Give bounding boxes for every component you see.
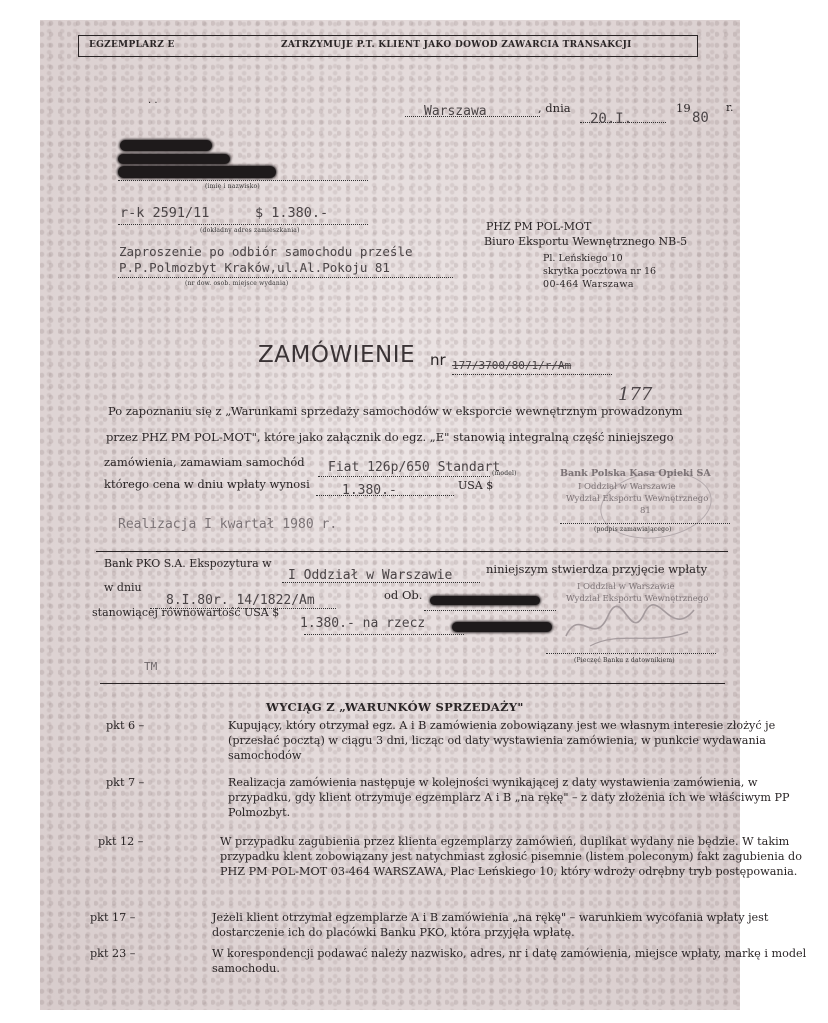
- condition-item: [106, 718, 776, 782]
- recipient-line-3: Pl. Leńskiego 10: [543, 253, 623, 264]
- condition-item: [98, 834, 802, 914]
- condition-text: Jeżeli klient otrzymał egzemplarze A i B zamówienia „na rękę" – warunkiem wycofania wpłaty jest dostarczenie ich do placówki Banku PKO, która przyjęła wpłatę.: [212, 911, 769, 940]
- order-title: ZAMÓWIENIE: [258, 342, 416, 368]
- bank-branch-value: I Oddział w Warszawie: [288, 568, 453, 583]
- condition-label: pkt 17 –: [90, 911, 136, 924]
- document-line-1: Zaproszenie po odbiór samochodu prześle: [119, 244, 413, 259]
- stamp-bottom-line-2: Wydział Eksportu Wewnętrznego: [566, 594, 709, 604]
- bank-equiv-label: stanowiącej równowartość USA $: [92, 606, 280, 619]
- order-nr-value: 177/3700/80/1/r/Am: [452, 359, 572, 372]
- recipient-line-5: 00-464 Warszawa: [543, 279, 634, 290]
- document-caption: (nr dow. osob. miejsce wydania): [185, 280, 289, 287]
- bank-initials: TM: [144, 660, 158, 673]
- date-value: 20.I.: [590, 111, 633, 127]
- order-nr-label: nr: [430, 351, 446, 369]
- retained-note: ZATRZYMUJE P.T. KLIENT JAKO DOWOD ZAWARCIA TRANSAKCJI: [281, 40, 632, 50]
- condition-text: W korespondencji podawać należy nazwisko, adres, nr i datę zamówienia, miejsce wpłaty, markę i model samochodu.: [212, 947, 807, 976]
- stamp-bottom-line-1: I Oddział w Warszawie: [577, 582, 675, 592]
- redacted-payer: [430, 596, 540, 605]
- condition-label: pkt 7 –: [106, 776, 145, 789]
- header-box: [78, 35, 698, 57]
- condition-label: pkt 6 –: [106, 719, 145, 732]
- signature-caption: (podpis zamawiającego): [594, 526, 672, 533]
- intro-line-3: zamówienia, zamawiam samochód: [104, 455, 305, 469]
- from-underline: [424, 610, 556, 611]
- order-nr-underline: [452, 374, 612, 375]
- condition-text: Kupujący, który otrzymał egz. A i B zamówienia zobowiązany jest we własnym interesie złożyć je (przesłać pocztą) w ciągu 3 dni, licząc od daty wystawienia zamówienia, w punkcie wydawania samochodów: [228, 719, 776, 763]
- recipient-line-4: skrytka pocztowa nr 16: [543, 266, 657, 277]
- conditions-title: WYCIĄG Z „WARUNKÓW SPRZEDAŻY": [266, 700, 524, 714]
- divider-2: [100, 683, 725, 684]
- name-caption: (imię i nazwisko): [205, 183, 260, 190]
- condition-item: [106, 775, 790, 835]
- condition-text: Realizacja zamówienia następuje w kolejności wynikającej z daty wystawienia zamówienia, w przypadku, gdy klient otrzymuje egzemplarz A i B „na rękę" – z daty złożenia ich we właściwym PP Polmozbyt.: [228, 776, 790, 820]
- stamp-top-line-2: I Oddział w Warszawie: [578, 482, 676, 492]
- bank-from-label: od Ob.: [384, 588, 423, 602]
- date-marks: · ·: [148, 98, 158, 109]
- model-underline: [318, 476, 490, 477]
- bank-branch-label: Bank PKO S.A. Ekspozytura w: [104, 557, 272, 570]
- signature-underline: [560, 523, 730, 524]
- bank-confirm: niniejszym stwierdza przyjęcie wpłaty: [486, 562, 708, 576]
- document-underline: [118, 277, 453, 278]
- year-suffix: 80: [692, 110, 709, 126]
- name-underline: [118, 180, 368, 181]
- redacted-name-1: [120, 140, 212, 151]
- account-number: r-k 2591/11: [120, 205, 210, 221]
- bank-equiv-value: 1.380.- na rzecz: [300, 616, 426, 631]
- bank-day-value: 8.I.80r. 14/1822/Am: [166, 593, 315, 608]
- intro-line-2: przez PHZ PM POL-MOT", które jako załącznik do egz. „E" stanowią integralną część niniejszego: [106, 430, 674, 444]
- year-prefix: 19: [676, 101, 691, 115]
- condition-label: pkt 23 –: [90, 947, 136, 960]
- redacted-recipient: [452, 622, 552, 632]
- redacted-name-2: [118, 154, 230, 164]
- condition-item: [90, 910, 769, 946]
- address-caption: (dokładny adres zamieszkania): [200, 227, 300, 234]
- date-place: Warszawa: [424, 104, 487, 119]
- price-currency: USA $: [458, 479, 494, 492]
- handwritten-order-nr: 177: [618, 384, 653, 405]
- price-value: 1.380.-: [342, 483, 397, 498]
- recipient-line-1: PHZ PM POL-MOT: [486, 220, 592, 233]
- account-amount: $ 1.380.-: [255, 205, 329, 221]
- car-model: Fiat 126p/650 Standart: [328, 460, 501, 475]
- equiv-underline: [304, 634, 464, 635]
- date-label: , dnia: [538, 101, 571, 115]
- stamp-top-line-4: 81: [640, 506, 651, 516]
- bank-day-label: w dniu: [104, 581, 142, 594]
- copy-label: EGZEMPLARZ E: [89, 40, 175, 50]
- address-underline: [118, 224, 368, 225]
- document-line-2: P.P.Polmozbyt Kraków,ul.Al.Pokoju 81: [119, 260, 390, 275]
- intro-line-1: Po zapoznaniu się z „Warunkami sprzedaży samochodów w eksporcie wewnętrznym prowadzonym: [108, 404, 683, 418]
- bank-signature-scribble: [560, 596, 700, 656]
- year-r: r.: [726, 101, 734, 114]
- condition-label: pkt 12 –: [98, 835, 144, 848]
- stamp-top-line-1: Bank Polska Kasa Opieki SA: [560, 468, 711, 479]
- realization-note: Realizacja I kwartał 1980 r.: [118, 517, 338, 532]
- stamp-top-line-3: Wydział Eksportu Wewnętrznego: [566, 494, 709, 504]
- redacted-name-3: [118, 166, 276, 178]
- condition-item: [90, 946, 807, 982]
- bank-stamp-caption: (Pieczęć Banku z datownikiem): [574, 657, 675, 664]
- model-caption: (model): [492, 470, 517, 477]
- recipient-line-2: Biuro Eksportu Wewnętrznego NB-5: [484, 235, 688, 248]
- price-label: którego cena w dniu wpłaty wynosi: [104, 477, 310, 491]
- divider-1: [96, 551, 728, 552]
- stamp-underline: [546, 653, 716, 654]
- condition-text: W przypadku zagubienia przez klienta egzemplarzy zamówień, duplikat wydany nie będzie. W takim przypadku klent zobowiązany jest natychmiast zgłosić pisemnie (listem poleconym) fakt zagubienia do PHZ PM POL-MOT 03-464 WARSZAWA, Plac Leńskiego 10, który wdroży odrębny tryb postępowania.: [220, 835, 802, 879]
